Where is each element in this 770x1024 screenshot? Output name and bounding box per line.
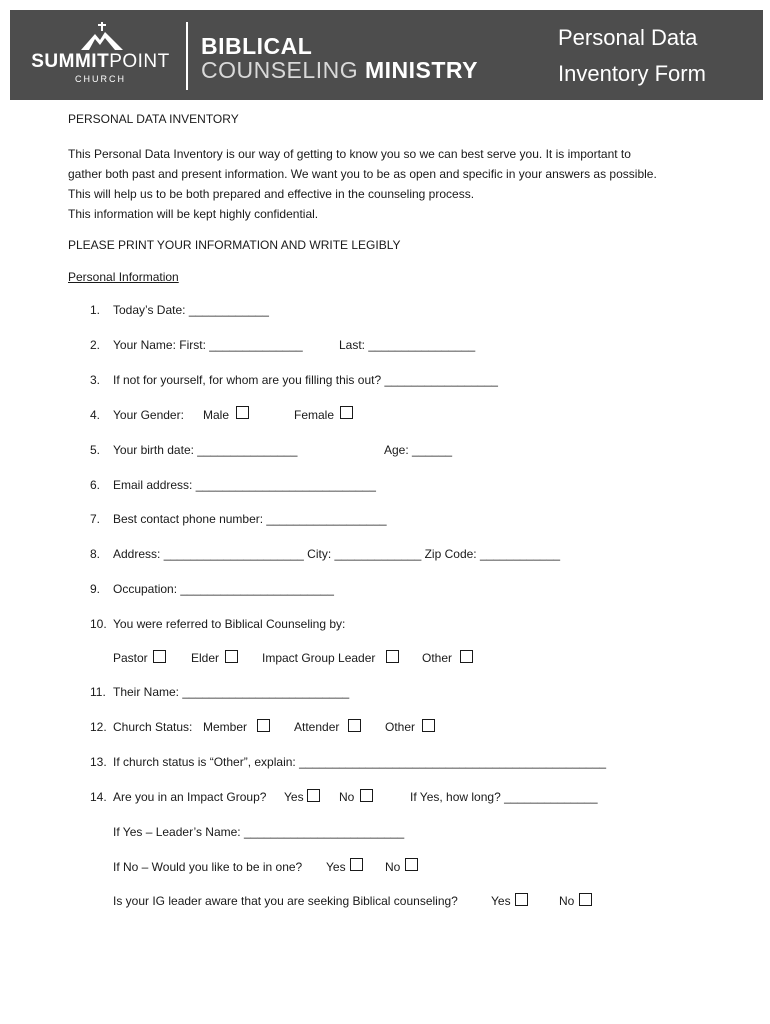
- elder-label: Elder: [191, 651, 220, 665]
- logo-divider: [186, 22, 188, 90]
- question-number: 12.: [90, 720, 107, 734]
- would-like-label: If No – Would you like to be in one?: [113, 860, 303, 874]
- mountain-cross-icon: [81, 22, 123, 52]
- pastor-label: Pastor: [113, 651, 148, 665]
- member-checkbox[interactable]: [257, 719, 270, 732]
- attender-checkbox[interactable]: [348, 719, 361, 732]
- referrer-name-field[interactable]: Their Name: _________________________: [113, 685, 350, 699]
- biblical-counseling-ministry-logo: BIBLICAL COUNSELING MINISTRY: [201, 33, 479, 83]
- address-field[interactable]: Address: _____________________ City: _____________ Zip Code: ____________: [113, 547, 561, 561]
- birth-date-field[interactable]: Your birth date: _______________: [113, 443, 298, 457]
- filling-for-field[interactable]: If not for yourself, for whom are you filling this out? _________________: [113, 373, 498, 387]
- leader-aware-no-label: No: [559, 894, 575, 908]
- referred-by-label: You were referred to Biblical Counseling by:: [113, 617, 346, 631]
- impact-no-checkbox[interactable]: [360, 789, 373, 802]
- question-number: 6.: [90, 478, 101, 492]
- church-wordmark: CHURCH: [75, 74, 126, 84]
- summit-point-logo: [18, 10, 183, 100]
- church-status-label: Church Status:: [113, 720, 193, 734]
- print-instruction: PLEASE PRINT YOUR INFORMATION AND WRITE LEGIBLY: [68, 238, 401, 252]
- impact-group-label: Are you in an Impact Group?: [113, 790, 267, 804]
- question-number: 3.: [90, 373, 101, 387]
- question-number: 2.: [90, 338, 101, 352]
- summit-point-wordmark: SUMMITPOINT: [31, 51, 170, 72]
- male-checkbox[interactable]: [236, 406, 249, 419]
- header-banner: [10, 10, 763, 100]
- phone-field[interactable]: Best contact phone number: __________________: [113, 512, 387, 526]
- page-heading: PERSONAL DATA INVENTORY: [68, 112, 239, 126]
- question-number: 5.: [90, 443, 101, 457]
- male-label: Male: [203, 408, 230, 422]
- intro-paragraph: This Personal Data Inventory is our way of getting to know you so we can best serve you. It is important to gather both past and present information. We want you to be as open and specific in your answers as possible. This will help us to be both prepared and effective in the counseling process. This information will be kept highly confidential.: [68, 147, 657, 221]
- age-field[interactable]: Age: ______: [384, 443, 453, 457]
- would-like-no-checkbox[interactable]: [405, 858, 418, 871]
- female-label: Female: [294, 408, 335, 422]
- leader-aware-label: Is your IG leader aware that you are seeking Biblical counseling?: [113, 894, 458, 908]
- question-number: 8.: [90, 547, 101, 561]
- todays-date-field[interactable]: Today’s Date: ____________: [113, 303, 269, 317]
- question-number: 14.: [90, 790, 107, 804]
- other-referral-checkbox[interactable]: [460, 650, 473, 663]
- elder-checkbox[interactable]: [225, 650, 238, 663]
- impact-yes-checkbox[interactable]: [307, 789, 320, 802]
- occupation-field[interactable]: Occupation: _______________________: [113, 582, 334, 596]
- would-like-yes-label: Yes: [326, 860, 346, 874]
- impact-group-leader-checkbox[interactable]: [386, 650, 399, 663]
- how-long-field[interactable]: If Yes, how long? ______________: [410, 790, 598, 804]
- leader-name-field[interactable]: If Yes – Leader’s Name: ________________________: [113, 825, 405, 839]
- question-number: 1.: [90, 303, 101, 317]
- attender-label: Attender: [294, 720, 340, 734]
- female-checkbox[interactable]: [340, 406, 353, 419]
- first-name-field[interactable]: Your Name: First: ______________: [113, 338, 303, 352]
- section-title: Personal Information: [68, 270, 179, 284]
- member-label: Member: [203, 720, 248, 734]
- form-title: Personal Data Inventory Form: [558, 25, 706, 86]
- question-number: 13.: [90, 755, 107, 769]
- other-status-checkbox[interactable]: [422, 719, 435, 732]
- last-name-field[interactable]: Last: ________________: [339, 338, 476, 352]
- email-field[interactable]: Email address: ___________________________: [113, 478, 376, 492]
- question-number: 4.: [90, 408, 101, 422]
- question-number: 11.: [90, 685, 106, 699]
- leader-aware-yes-checkbox[interactable]: [515, 893, 528, 906]
- question-number: 10.: [90, 617, 107, 631]
- would-like-yes-checkbox[interactable]: [350, 858, 363, 871]
- pastor-checkbox[interactable]: [153, 650, 166, 663]
- other-status-label: Other: [385, 720, 416, 734]
- question-number: 7.: [90, 512, 101, 526]
- leader-aware-yes-label: Yes: [491, 894, 511, 908]
- impact-group-leader-label: Impact Group Leader: [262, 651, 376, 665]
- other-referral-label: Other: [422, 651, 453, 665]
- other-status-explain-field[interactable]: If church status is “Other”, explain: ______________________________________________: [113, 755, 607, 769]
- would-like-no-label: No: [385, 860, 401, 874]
- question-number: 9.: [90, 582, 101, 596]
- impact-yes-label: Yes: [284, 790, 304, 804]
- leader-aware-no-checkbox[interactable]: [579, 893, 592, 906]
- gender-label: Your Gender:: [113, 408, 184, 422]
- impact-no-label: No: [339, 790, 355, 804]
